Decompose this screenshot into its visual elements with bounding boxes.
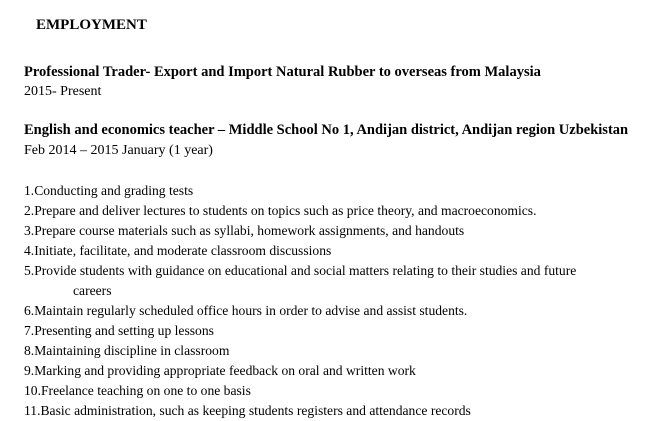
job-title: English and economics teacher – Middle School No 1, Andijan district, Andijan region Uzbekistan — [24, 122, 629, 138]
duties-list — [24, 181, 670, 421]
duty-text-continuation: careers — [73, 283, 112, 298]
duty-item — [24, 301, 670, 321]
section-heading: EMPLOYMENT — [36, 17, 147, 33]
duty-item — [24, 381, 670, 401]
duty-item — [24, 241, 670, 261]
duty-text: 4.Initiate, facilitate, and moderate classroom discussions — [24, 243, 332, 258]
duty-item — [24, 321, 670, 341]
duty-item — [24, 361, 670, 381]
duty-text: 6.Maintain regularly scheduled office hours in order to advise and assist students. — [24, 303, 468, 318]
duty-text: 10.Freelance teaching on one to one basis — [24, 383, 251, 398]
job-title: Professional Trader- Export and Import Natural Rubber to overseas from Malaysia — [24, 64, 541, 80]
duty-text: 1.Conducting and grading tests — [24, 183, 194, 198]
duty-text: 3.Prepare course materials such as syllabi, homework assignments, and handouts — [24, 223, 465, 238]
duty-text: 2.Prepare and deliver lectures to students on topics such as price theory, and macroeconomics. — [24, 203, 537, 218]
duty-item — [24, 261, 670, 301]
duty-item — [24, 201, 670, 221]
duty-text: 5.Provide students with guidance on educational and social matters relating to their studies and future — [24, 263, 577, 278]
job-dates: 2015- Present — [24, 84, 102, 99]
job-dates: Feb 2014 – 2015 January (1 year) — [24, 143, 213, 158]
duty-text: 9.Marking and providing appropriate feedback on oral and written work — [24, 363, 416, 378]
duty-item — [24, 221, 670, 241]
duty-text: 11.Basic administration, such as keeping students registers and attendance records — [24, 403, 471, 418]
duty-text: 8.Maintaining discipline in classroom — [24, 343, 230, 358]
duty-item — [24, 341, 670, 361]
duty-item — [24, 181, 670, 201]
duty-item — [24, 401, 670, 421]
duty-text: 7.Presenting and setting up lessons — [24, 323, 214, 338]
